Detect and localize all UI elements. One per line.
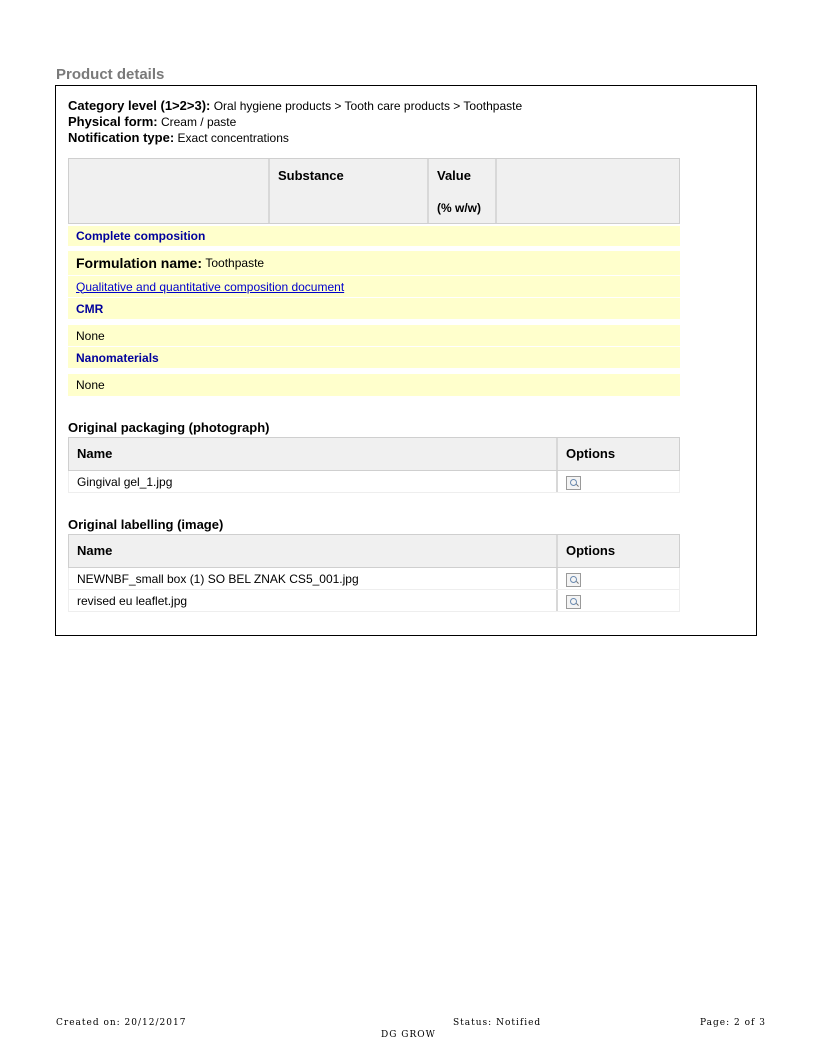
physical-form-value: Cream / paste [160,115,237,129]
packaging-table-header [68,437,680,471]
nanomaterials-title: Nanomaterials [76,350,159,365]
section-title: Product details [56,66,165,83]
cmr-value: None [76,328,105,343]
empty-header-cell [497,159,679,223]
table-row [68,568,680,590]
nanomaterials-row [68,347,680,368]
complete-composition-row [68,226,680,246]
options-cell [558,590,679,611]
name-header: Name [69,438,558,470]
labelling-title: Original labelling (image) [68,517,224,532]
packaging-title: Original packaging (photograph) [68,420,270,435]
nanomaterials-value-row [68,374,680,396]
complete-composition-title: Complete composition [76,229,206,243]
category-value: Oral hygiene products > Tooth care products > Toothpaste [213,99,523,113]
value-header [429,159,497,223]
product-meta [68,98,522,146]
options-header: Options [566,446,616,461]
composition-header [68,158,680,224]
file-name: NEWNBF_small box (1) SO BEL ZNAK CS5_001.jpg [69,568,558,589]
table-row [68,590,680,612]
options-cell [558,568,679,589]
options-cell [558,471,679,492]
formulation-label: Formulation name: [76,255,203,271]
labelling-table [68,534,680,612]
created-on: Created on: 20/12/2017 [56,1018,187,1028]
composition-document-row [68,276,680,297]
substance-header: Substance [270,159,429,223]
notification-type-value: Exact concentrations [177,131,289,145]
packaging-table [68,437,680,493]
organization: DG GROW [381,1030,436,1040]
value-header-label: Value [437,168,471,183]
file-name: revised eu leaflet.jpg [69,590,558,611]
page-number: Page: 2 of 3 [700,1018,766,1028]
cmr-value-row [68,325,680,346]
formulation-value: Toothpaste [205,256,265,270]
nanomaterials-value: None [76,378,105,392]
table-row [68,471,680,493]
composition-document-link[interactable]: Qualitative and quantitative composition document [76,279,345,294]
options-header: Options [566,543,616,558]
value-header-unit: (% w/w) [437,201,481,215]
formulation-row [68,251,680,275]
notification-type-label: Notification type: [68,130,175,145]
labelling-table-header [68,534,680,568]
physical-form-label: Physical form: [68,114,158,129]
cmr-title: CMR [76,301,104,316]
magnifier-icon[interactable] [566,573,581,587]
status: Status: Notified [453,1018,542,1028]
magnifier-icon[interactable] [566,595,581,609]
empty-header-cell [69,159,270,223]
category-label: Category level (1>2>3): [68,98,211,113]
product-details-panel [55,85,757,636]
cmr-row [68,298,680,319]
name-header: Name [69,535,558,567]
file-name: Gingival gel_1.jpg [69,471,558,492]
magnifier-icon[interactable] [566,476,581,490]
